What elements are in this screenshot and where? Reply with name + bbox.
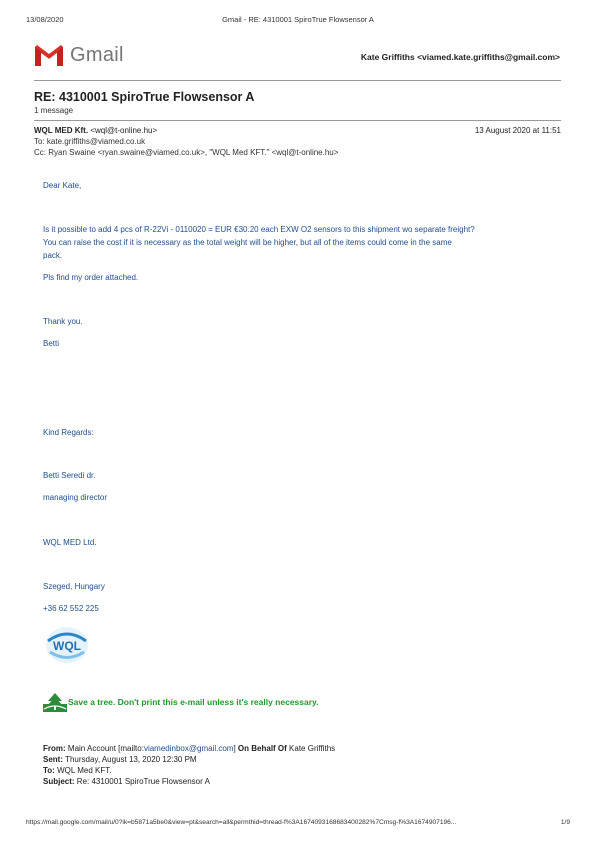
fwd-to: [43, 766, 111, 775]
signature-city: Szeged, Hungary: [43, 582, 105, 591]
thanks-line: Thank you.: [43, 317, 83, 326]
signature-company: WQL MED Ltd.: [43, 538, 97, 547]
recipients-cc: Cc: Ryan Swaine <ryan.swaine@viamed.co.uk>, "WQL Med KFT." <wql@t-online.hu>: [34, 148, 339, 157]
header-divider: [34, 80, 561, 81]
fwd-from-close: ]: [233, 744, 236, 753]
paragraph-line: You can raise the cost if it is necessary as the total weight will be higher, but all of the items could come in the same: [43, 238, 452, 247]
recipients-to: To: kate.griffiths@viamed.co.uk: [34, 137, 146, 146]
account-name: Kate Griffiths <viamed.kate.griffiths@gmail.com>: [360, 52, 560, 62]
greeting: Dear Kate,: [43, 181, 82, 190]
fwd-behalf-value: Kate Griffiths: [289, 744, 336, 753]
footer-url: https://mail.google.com/mail/u/0?ik=b5871a5be0&view=pt&search=all&permthid=thread-f%3A1674093168683400282%7Cmsg-f%3A1674907196...: [26, 819, 457, 826]
wql-logo-icon: [44, 625, 90, 665]
gmail-logo-icon: [33, 43, 65, 67]
print-title: Gmail - RE: 4310001 SpiroTrue Flowsensor A: [222, 15, 374, 24]
signature-phone[interactable]: +36 62 552 225: [43, 604, 99, 613]
tree-icon: [43, 692, 67, 712]
signature-title: managing director: [43, 493, 108, 502]
fwd-subject-label: Subject:: [43, 777, 75, 786]
paragraph-line: pack.: [43, 251, 63, 260]
fwd-subject: [43, 777, 210, 786]
message-divider: [34, 120, 561, 121]
fwd-to-label: To:: [43, 766, 55, 775]
thread-subject: RE: 4310001 SpiroTrue Flowsensor A: [34, 90, 255, 104]
sender-address: <wql@t-online.hu>: [90, 126, 158, 135]
fwd-sent: [43, 755, 197, 764]
attachment-note: Pls find my order attached.: [43, 273, 139, 282]
sender-name: WQL MED Kft.: [34, 126, 89, 135]
paragraph-line: Is it possible to add 4 pcs of R-22Vi - 0110020 = EUR €30.20 each EXW O2 sensors to this shipment wo separate freight?: [43, 225, 475, 234]
fwd-behalf-label: On Behalf Of: [237, 744, 287, 753]
regards-line: Kind Regards:: [43, 428, 94, 437]
page-number: 1/9: [560, 819, 570, 826]
fwd-subject-value: Re: 4310001 SpiroTrue Flowsensor A: [76, 777, 210, 786]
fwd-from: [43, 744, 335, 753]
gmail-logo-text: Gmail: [70, 44, 124, 66]
save-tree-note: Save a tree. Don't print this e-mail unless it's really necessary.: [68, 697, 319, 707]
fwd-sent-value: Thursday, August 13, 2020 12:30 PM: [65, 755, 197, 764]
print-date: 13/08/2020: [26, 15, 64, 24]
fwd-to-value: WQL Med KFT.: [57, 766, 112, 775]
sender: [34, 126, 157, 135]
message-date: 13 August 2020 at 11:51: [474, 126, 561, 135]
wql-logo-text: WQL: [53, 639, 81, 653]
fwd-from-value: Main Account [mailto:: [67, 744, 144, 753]
signature-name: Betti Seredi dr.: [43, 471, 96, 480]
message-count: 1 message: [34, 106, 74, 115]
fwd-from-link[interactable]: viamedinbox@gmail.com: [143, 744, 234, 753]
short-name: Betti: [43, 339, 60, 348]
fwd-sent-label: Sent:: [43, 755, 63, 764]
fwd-from-label: From:: [43, 744, 66, 753]
